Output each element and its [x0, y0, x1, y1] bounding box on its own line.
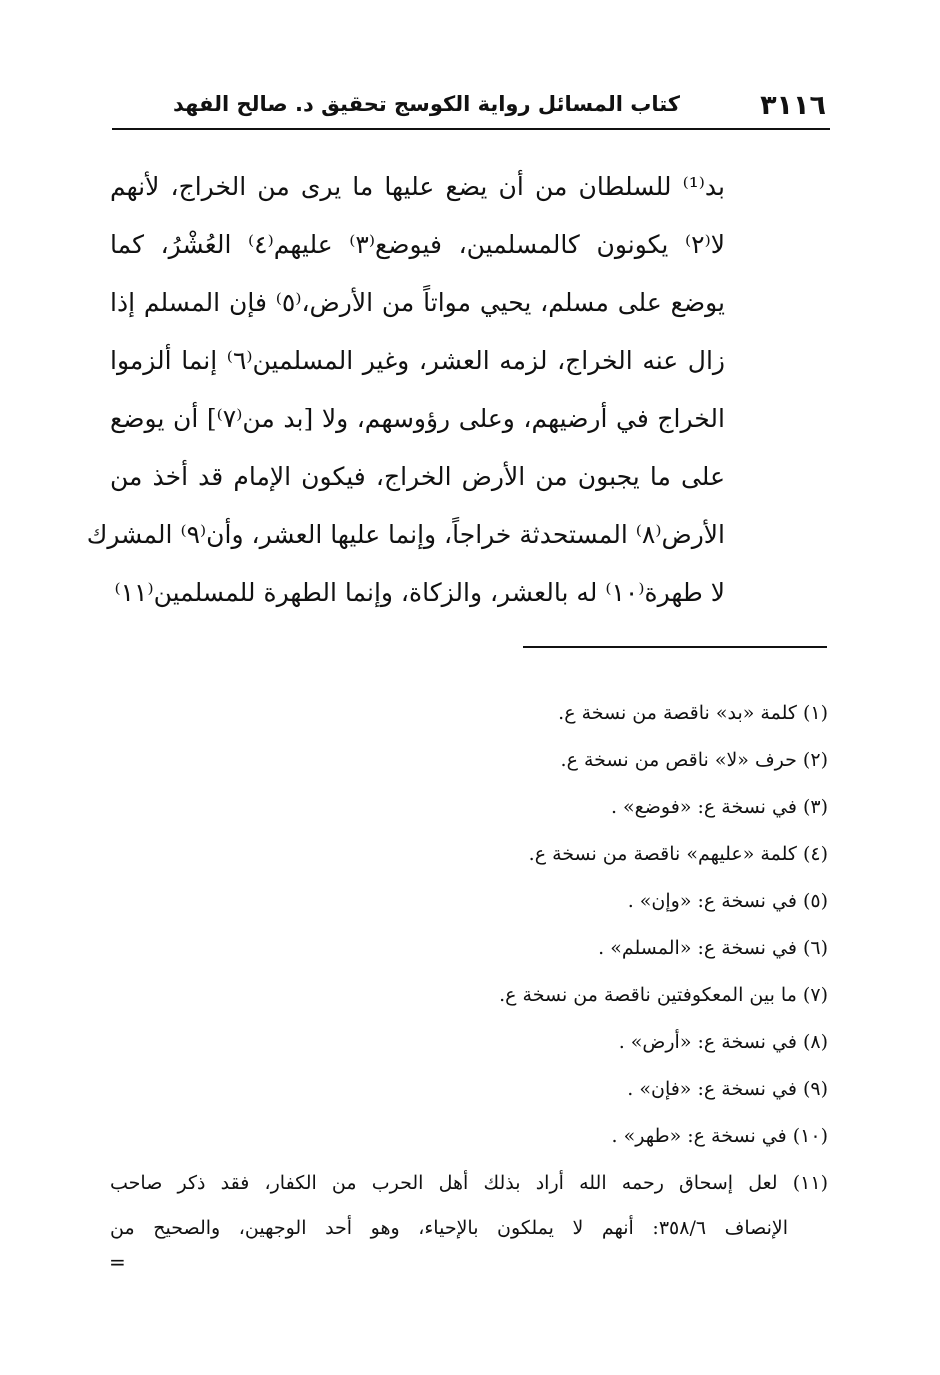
- main-text: [86, 158, 725, 622]
- continuation-mark: =: [109, 1250, 126, 1274]
- footnote: (٨) في نسخة ع: «أرض» .: [618, 1031, 828, 1053]
- running-title: كتاب المسائل رواية الكوسج تحقيق د. صالح الفهد: [173, 92, 680, 116]
- page-number: ٣١١٦: [760, 90, 826, 121]
- footnote-continuation: الإنصاف ٣٥٨/٦: أنهم لا يملكون بالإحياء، وهو أحد الوجهين، والصحيح من: [110, 1217, 789, 1239]
- body-line: الخراج في أرضيهم، وعلى رؤوسهم، ولا [بد من⁽٧⁾] أن يوضع: [110, 404, 725, 433]
- header-rule: [112, 128, 830, 130]
- body-line: لا طهرة⁽١٠⁾ له بالعشر، والزكاة، وإنما الطهرة للمسلمين⁽١١⁾: [114, 578, 725, 607]
- body-line: على ما يجبون من الأرض الخراج، فيكون الإمام قد أخذ من: [110, 462, 725, 491]
- footnote: (٥) في نسخة ع: «وإن» .: [627, 890, 828, 912]
- footnote: (٩) في نسخة ع: «فإن» .: [627, 1078, 828, 1100]
- footnote: (٧) ما بين المعكوفتين ناقصة من نسخة ع.: [499, 984, 828, 1006]
- footnote: (٦) في نسخة ع: «المسلم» .: [598, 937, 828, 959]
- page-header: [112, 86, 830, 130]
- footnote: (٢) حرف «لا» ناقص من نسخة ع.: [560, 749, 828, 771]
- footnote: (٤) كلمة «عليهم» ناقصة من نسخة ع.: [528, 843, 828, 865]
- body-line: بد⁽¹⁾ للسلطان من أن يضع عليها ما يرى من الخراج، لأنهم: [110, 172, 725, 201]
- footnote: (١٠) في نسخة ع: «طهر» .: [611, 1125, 828, 1147]
- body-line: يوضع على مسلم، يحيي مواتاً من الأرض،⁽٥⁾ فإن المسلم إذا: [110, 288, 725, 317]
- footnote: (١) كلمة «بد» ناقصة من نسخة ع.: [558, 702, 828, 724]
- body-line: زال عنه الخراج، لزمه العشر، وغير المسلمين⁽٦⁾ إنما ألزموا: [110, 346, 725, 375]
- body-line: لا⁽٢⁾ يكونون كالمسلمين، فيوضع⁽٣⁾ عليهم⁽٤⁾ العُشْرُ، كما: [110, 230, 725, 259]
- body-line: الأرض⁽٨⁾ المستحدثة خراجاً، وإنما عليها العشر، وأن⁽٩⁾ المشرك: [86, 520, 725, 549]
- footnotes: [110, 690, 828, 1249]
- footnote: (١١) لعل إسحاق رحمه الله أراد بذلك أهل الحرب من الكفار، فقد ذكر صاحب: [110, 1172, 828, 1194]
- footnote-separator: [523, 646, 827, 648]
- footnote: (٣) في نسخة ع: «فوضع» .: [610, 796, 828, 818]
